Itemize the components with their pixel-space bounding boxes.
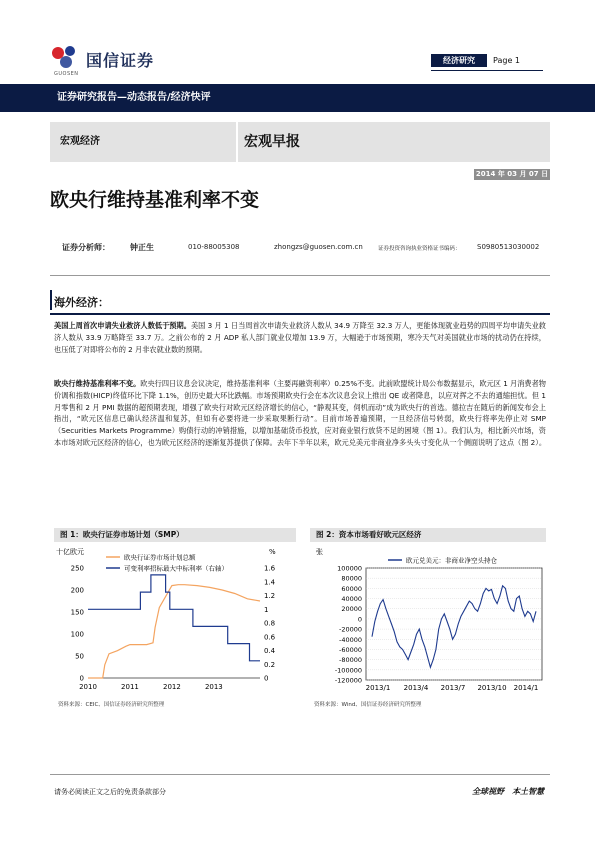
analyst-email: zhongzs@guosen.com.cn	[274, 243, 363, 251]
figure-1-source: 资料来源：CEIC、国信证券经济研究所整理	[58, 702, 165, 708]
paragraph-us-jobless-lead: 美国上周首次申请失业救济人数低于预期。	[54, 321, 191, 330]
x-tick: 2013/7	[440, 684, 466, 692]
paragraph-us-jobless-body: 美国 3 月 1 日当周首次申请失业救济人数从 34.9 万降至 32.3 万人，更能体现就业趋势的四周平均申请失业救济人数从 33.9 万略降至 33.7 万。之前公布的 2 月 ADP 私人部门就业仅增加 13.9 万，大幅逊于市场预期，寒冷天气对美国就业市场的扰动仍在持续，也压低了对即将公布的 2 月非农就业数的预期。	[54, 321, 546, 354]
footer-rule	[50, 774, 550, 775]
figure-2-title: 图 2：资本市场看好欧元区经济	[310, 528, 546, 542]
x-tick: 2014/1	[513, 684, 539, 692]
y-tick: -120000	[334, 676, 362, 685]
paragraph-ecb-rate-lead: 欧央行维持基准利率不变。	[54, 379, 141, 388]
y-tick-left: 150	[70, 608, 84, 617]
y-tick-left: 250	[70, 564, 84, 573]
report-type-tag: 经济研究	[431, 54, 487, 67]
y-tick: 0	[357, 615, 362, 624]
y-tick-right: 1.2	[264, 592, 276, 600]
y-tick-right: 1.4	[264, 578, 276, 587]
y-tick-right: 0.6	[264, 633, 276, 642]
y-tick-left: 200	[70, 586, 84, 595]
company-name: 国信证券	[86, 51, 155, 70]
section-rule	[50, 313, 550, 315]
analyst-name: 钟正生	[130, 243, 154, 252]
plot-frame	[366, 568, 542, 680]
page-number: Page 1	[493, 56, 520, 65]
y-tick-right: 1	[264, 605, 269, 614]
footer-slogan: 全球视野 本土智慧	[472, 787, 544, 796]
company-name-en: GUOSEN	[54, 71, 79, 77]
y-tick-right: 0.4	[264, 647, 276, 655]
series-line	[372, 586, 536, 668]
category-left: 宏观经济	[60, 136, 100, 147]
x-tick: 2010	[79, 683, 97, 691]
y-tick-right: 1.6	[264, 564, 276, 573]
paragraph-ecb-rate	[54, 378, 546, 449]
analyst-phone: 010-88005308	[188, 243, 240, 251]
y-tick-left: 100	[70, 630, 84, 639]
y-tick-right: 0	[264, 674, 269, 683]
y-tick: -80000	[338, 656, 362, 665]
y-tick: -100000	[334, 666, 362, 675]
x-tick: 2013/4	[403, 684, 429, 692]
category-separator	[236, 122, 238, 162]
cert-number: S0980513030002	[477, 243, 540, 251]
y-axis-unit: 张	[316, 548, 323, 556]
y-tick: -40000	[338, 635, 362, 644]
x-tick: 2011	[121, 683, 139, 691]
x-tick: 2013/1	[365, 684, 391, 692]
analyst-label: 证券分析师：	[62, 243, 110, 252]
legend-label-2: 可变利率招标最大中标利率（右轴）	[124, 564, 228, 573]
figure-2-chart	[310, 544, 546, 696]
figure-1-title: 图 1：欧央行证券市场计划（SMP）	[54, 528, 296, 542]
header-divider	[50, 275, 550, 276]
header-rule	[431, 70, 543, 71]
section-title: 海外经济：	[54, 296, 109, 309]
y-tick-left: 50	[75, 652, 84, 661]
y-tick: 80000	[341, 574, 362, 583]
y-tick: -60000	[338, 645, 362, 654]
company-logo	[50, 44, 80, 70]
paragraph-us-jobless	[54, 320, 546, 355]
y-tick: -20000	[338, 625, 362, 634]
legend-label-1: 欧央行证券市场计划总额	[124, 553, 196, 562]
section-marker	[50, 290, 52, 310]
report-date: 2014 年 03 月 07 日	[475, 170, 549, 178]
x-tick: 2013	[204, 683, 223, 691]
cert-label: 证券投资咨询执业资格证书编码：	[378, 246, 461, 252]
series-line-2	[88, 575, 260, 661]
x-tick: 2013/10	[477, 684, 507, 692]
y-tick: 100000	[337, 564, 362, 573]
report-title: 欧央行维持基准利率不变	[50, 189, 260, 211]
legend-label: 欧元兑美元：非商业净空头持仓	[406, 556, 497, 565]
series-line-1	[88, 585, 260, 678]
category-right: 宏观早报	[244, 134, 300, 150]
x-tick: 2012	[162, 683, 181, 691]
y-tick: 20000	[341, 605, 362, 614]
figure-1-chart	[54, 544, 296, 696]
y-tick-right: 0.8	[264, 619, 276, 628]
paragraph-ecb-rate-body: 欧央行四日议息会议决定，维持基准利率（主要再融资利率）0.25%不变。此前欧盟统计局公布数据显示，欧元区 1 月消费者物价调和指数(HICP)终值环比下降 1.1%，创历史最大环比跌幅。市场预期欧央行会在本次议息会议上推出 QE 或者降息，以应对挥之不去的通缩担忧。但 1 月零售和 2 月 PMI 数据的超预期表现，增强了欧央行对欧元区经济增长的信心，“静观其变，伺机而动”成为欧央行的首选。德拉吉在随后的新闻发布会上指出，“欧元区信息已确认经济温和复苏，但如有必要将进一步采取果断行动”。目前市场普遍预期，一旦经济信号转弱，欧央行将率先停止对 SMP（Securities Markets Programme）购债行动的冲销措施，以增加基础货币投放，应对商业银行放贷不足的困境（图 1）。我们认为，相比新兴市场，资本市场对欧元区经济的信心，也为欧元区经济的逐渐复苏提供了保障。去年下半年以来，欧元兑美元非商业净多头头寸变化从一个侧面说明了这点（图 2）。	[54, 379, 547, 447]
y-axis-unit-right: %	[269, 548, 276, 556]
y-tick-left: 0	[79, 674, 84, 683]
figure-2-source: 资料来源：Wind、国信证券经济研究所整理	[314, 702, 422, 708]
footer-disclaimer: 请务必阅读正文之后的免责条款部分	[54, 788, 166, 796]
y-tick: 60000	[341, 584, 362, 593]
report-category: 证券研究报告—动态报告/经济快评	[57, 92, 211, 103]
y-tick-right: 0.2	[264, 660, 276, 669]
category-row	[50, 122, 550, 162]
y-axis-unit-left: 十亿欧元	[56, 548, 84, 556]
y-tick: 40000	[341, 595, 362, 604]
